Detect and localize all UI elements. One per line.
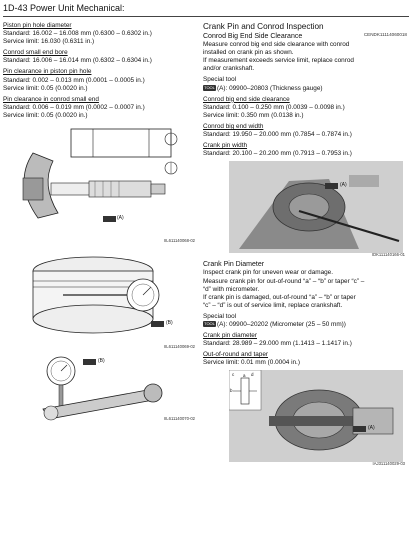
spec-heading: Piston pin hole diameter (3, 22, 72, 29)
crank-pin-micrometer-illustration (229, 370, 403, 462)
spec-line: Standard: 28.989 – 29.000 mm (1.1413 – 1.1417 in.) (203, 340, 352, 348)
special-tool-2 (203, 313, 413, 329)
diagram-letter-b: b (230, 388, 233, 394)
piston-pin-micrometer-figure (3, 123, 199, 245)
body-line: “c” – “d” is out of service limit, replace crankshaft. (203, 301, 343, 309)
section-reference-code: CENDK11114060018 (363, 32, 407, 37)
spec-heading: Conrod big end side clearance (203, 95, 290, 103)
piston-gauge-illustration (3, 247, 199, 351)
figure-callout-b: (B) (166, 320, 173, 327)
big-end-width-spec (203, 123, 413, 139)
crank-pin-micrometer-photo (229, 370, 405, 467)
photo-code: IAJ311140029-03 (372, 461, 405, 467)
thickness-gauge-illustration (229, 161, 403, 253)
diagram-letter-d: d (251, 372, 254, 378)
diagram-letter-c: c (232, 372, 235, 378)
spec-line: Standard: 16.006 – 16.014 mm (0.6302 – 0.6304 in.) (3, 57, 152, 65)
section-title: Crank Pin and Conrod Inspection (203, 22, 324, 31)
crank-pin-width-spec (203, 142, 413, 158)
spec-line: Standard: 0.100 – 0.250 mm (0.0039 – 0.0098 in.) (203, 103, 345, 111)
right-column (203, 22, 413, 467)
body-line: Inspect crank pin for uneven wear or damage. (203, 269, 334, 277)
subsection-heading: Crank Pin Diameter (203, 261, 265, 269)
spec-heading: Pin clearance in conrod small end (3, 95, 99, 103)
special-tool-1 (203, 76, 413, 92)
figure-code: IIL611140070-02 (163, 415, 195, 421)
special-tool-heading: Special tool (203, 312, 237, 320)
spec-line: Standard: 19.950 – 20.000 mm (0.7854 – 0.7874 in.) (203, 131, 352, 139)
spec-heading: Pin clearance in piston pin hole (3, 68, 92, 76)
spec-line: Service limit: 0.05 (0.0020 in.) (3, 84, 88, 92)
spec-line: Service limit: 0.01 mm (0.0004 in.) (203, 359, 300, 367)
big-end-clearance-spec (203, 96, 413, 120)
special-tool-icon: TOOL (204, 321, 215, 327)
body-line: and/or crankshaft. (203, 65, 255, 73)
photo-code: IDK111140166-01 (371, 252, 405, 258)
photo-callout-a: (A) (340, 182, 347, 189)
figure-code: IIL611140068-02 (163, 237, 195, 243)
crank-pin-diameter-spec (203, 332, 413, 348)
page-header-title: 1D-43 Power Unit Mechanical: (3, 3, 125, 13)
special-tool-line: (A): 09900–20803 (Thickness gauge) (217, 84, 323, 92)
special-tool-line: (A): 09900–20202 (Micrometer (25 – 50 mm)) (217, 320, 346, 328)
conrod-small-end-gauge-figure (3, 353, 199, 423)
body-line: If crank pin is damaged, out-of-round “a” – “b” or taper (203, 293, 356, 301)
spec-line: Standard: 0.002 – 0.013 mm (0.0001 – 0.0005 in.) (3, 76, 145, 84)
diagram-letter-a: a (243, 373, 246, 379)
pin-clearance-conrod-spec (3, 96, 199, 120)
spec-line: Standard: 20.100 – 20.200 mm (0.7913 – 0.7953 in.) (203, 150, 352, 158)
special-tool-heading: Special tool (203, 76, 237, 84)
photo-callout-a: (A) (368, 425, 375, 432)
spec-heading: Conrod big end width (203, 122, 264, 130)
figure-callout-b: (B) (98, 358, 105, 365)
crank-pin-diameter-instructions (203, 261, 413, 310)
spec-heading: Crank pin diameter (203, 332, 257, 340)
subsection-heading: Conrod Big End Side Clearance (203, 33, 303, 40)
piston-pin-hole-spec (3, 22, 199, 46)
figure-code: IIL611140069-02 (163, 343, 195, 349)
page-header (3, 2, 409, 17)
spec-heading: Out-of-round and taper (203, 351, 269, 359)
special-tool-icon: TOOL (204, 84, 215, 90)
micrometer-illustration (3, 123, 199, 245)
figure-callout-a: (A) (117, 215, 124, 222)
spec-line: Service limit: 0.350 mm (0.0138 in.) (203, 111, 304, 119)
left-column (3, 22, 199, 425)
body-line: Measure conrod big end side clearance with conrod (203, 41, 350, 49)
body-line: “d” with micrometer. (203, 285, 260, 293)
body-line: Measure crank pin for out-of-round “a” – “b” or taper “c” – (203, 277, 365, 285)
spec-line: Standard: 16.002 – 16.008 mm (0.6300 – 0.6302 in.) (3, 30, 152, 38)
spec-heading: Crank pin width (203, 142, 248, 150)
spec-line: Service limit: 0.05 (0.0020 in.) (3, 111, 88, 119)
spec-line: Service limit: 16.030 (0.6311 in.) (3, 38, 95, 46)
body-line: If measurement exceeds service limit, replace conrod (203, 57, 354, 65)
out-of-round-spec (203, 351, 413, 367)
spec-heading: Conrod small end bore (3, 49, 68, 57)
piston-bore-gauge-figure (3, 247, 199, 351)
spec-line: Standard: 0.006 – 0.019 mm (0.0002 – 0.0007 in.) (3, 103, 145, 111)
conrod-small-end-bore-spec (3, 49, 199, 65)
body-line: installed on crank pin as shown. (203, 49, 294, 57)
pin-clearance-piston-spec (3, 68, 199, 92)
thickness-gauge-photo (229, 161, 405, 258)
